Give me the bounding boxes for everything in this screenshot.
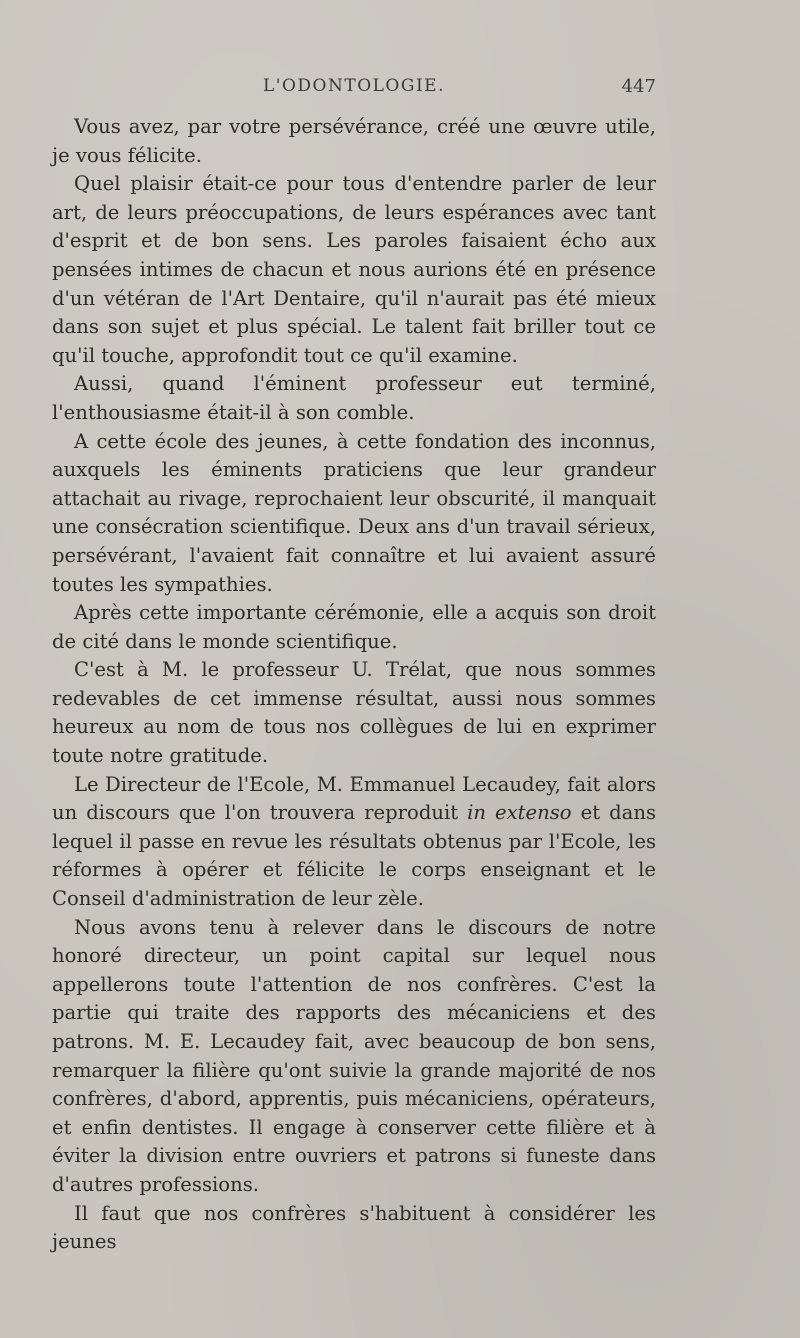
paragraph-6: C'est à M. le professeur U. Trélat, que nous sommes redevables de cet immense résultat, aussi nous sommes heureux au nom de tous nos collègues de lui en exprimer toute notre gratitude. (52, 658, 656, 768)
paragraph-1: Vous avez, par votre persévérance, créé une œuvre utile, je vous félicite. (52, 115, 656, 167)
paragraph-4: A cette école des jeunes, à cette fondation des inconnus, auxquels les éminents praticiens que leur grandeur attachait au rivage, reprochaient leur obscurité, il manquait une consécration scientifique. Deux ans d'un travail sérieux, persévérant, l'avaient fait connaître et lui avaient assuré toutes les sympathies. (52, 429, 656, 596)
paragraph-2: Quel plaisir était-ce pour tous d'entendre parler de leur art, de leurs préoccupations, de leurs espérances avec tant d'esprit et de bon sens. Les paroles faisaient écho aux pensées intimes de chacun et nous aurions été en présence d'un vétéran de l'Art Dentaire, qu'il n'aurait pas été mieux dans son sujet et plus spécial. Le talent fait briller tout ce qu'il touche, approfondit tout ce qu'il examine. (52, 172, 656, 367)
page-number: 447 (621, 76, 656, 97)
body-text (52, 113, 656, 1257)
paragraph-7-text-before: Le Directeur de l'Ecole, M. Emmanuel Lecaudey, fait alors un discours que l'on trouvera reproduit (52, 772, 656, 825)
running-title: L'ODONTOLOGIE. (263, 76, 445, 96)
paragraph-3: Aussi, quand l'éminent professeur eut terminé, l'enthousiasme était-il à son comble. (52, 372, 656, 424)
paragraph-7 (52, 771, 656, 914)
paragraph-7-text-after: et dans lequel il passe en revue les résultats obtenus par l'Ecole, les réformes à opérer et félicite le corps enseignant et le Conseil d'administration de leur zèle. (52, 801, 656, 911)
running-head (52, 76, 656, 106)
paragraph-9: Il faut que nos confrères s'habituent à considérer les jeunes (52, 1201, 656, 1254)
paragraph-5: Après cette importante cérémonie, elle a acquis son droit de cité dans le monde scientifique. (52, 601, 656, 653)
paragraph-8: Nous avons tenu à relever dans le discours de notre honoré directeur, un point capital sur lequel nous appellerons toute l'attention de nos confrères. C'est la partie qui traite des rapports des mécaniciens et des patrons. M. E. Lecaudey fait, avec beaucoup de bon sens, remarquer la filière qu'ont suivie la grande majorité de nos confrères, d'abord, apprentis, puis mécaniciens, opérateurs, et enfin dentistes. Il engage à conserver cette filière et à éviter la division entre ouvriers et patrons si funeste dans d'autres professions. (52, 915, 656, 1196)
paragraph-7-italic: in extenso (467, 801, 572, 825)
